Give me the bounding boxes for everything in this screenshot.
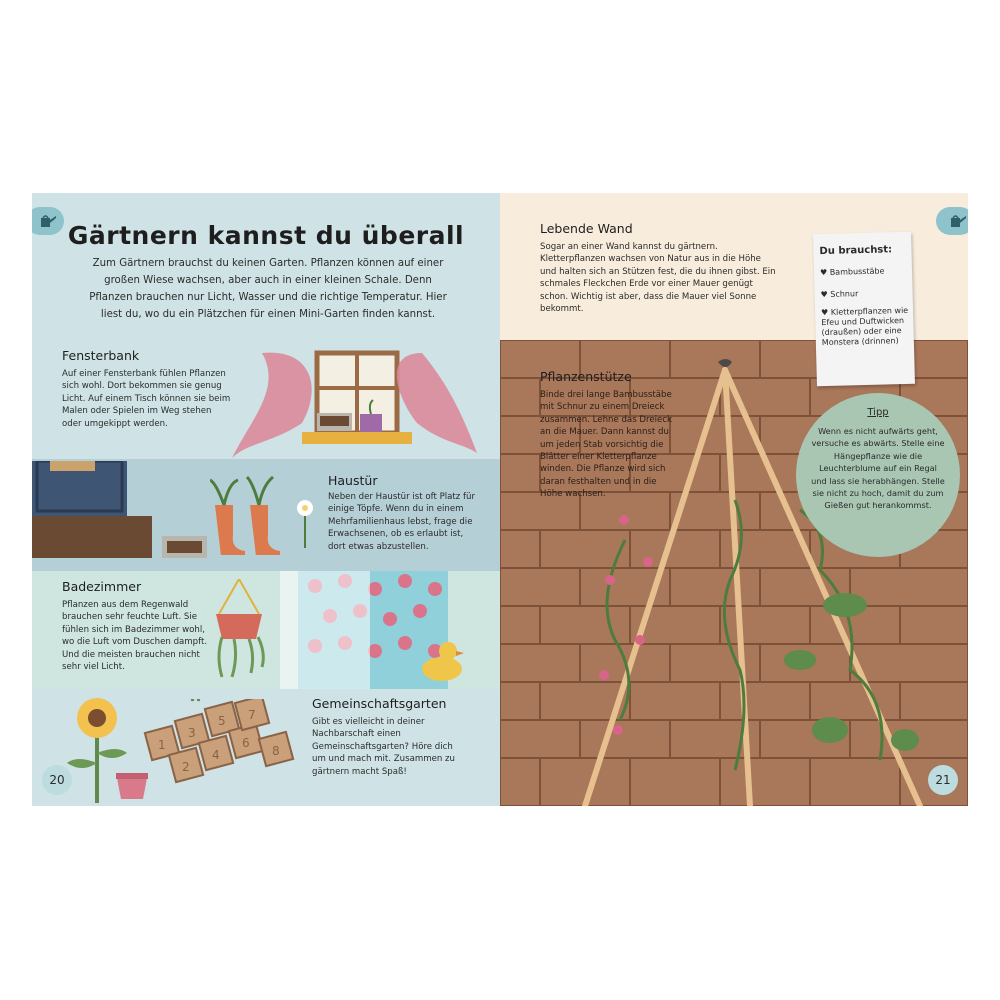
hopscotch-illustration (138, 699, 308, 799)
left-page (32, 193, 500, 806)
note-heading: Du brauchst: (819, 244, 893, 258)
note-item-text: Kletterpflanzen wie Efeu und Duftwicken (draußen) oder eine Monstera (drinnen) (821, 305, 909, 348)
heading-lebende-wand: Lebende Wand (540, 221, 633, 236)
heading-pflanzenstuetze: Pflanzenstütze (540, 369, 632, 384)
text-haustuer: Neben der Haustür ist oft Platz für einige Töpfe. Wenn du in einem Mehrfamilienhaus lebst, frage die Erwachsenen, ob es erlaubt ist, dort etwas abzustellen. (328, 492, 476, 552)
book-spread (32, 193, 968, 806)
hopscotch-number: 6 (242, 736, 250, 750)
watering-can-icon (936, 207, 968, 235)
text-pflanzenstuetze: Binde drei lange Bambusstäbe mit Schnur zu einem Dreieck zusammen. Lehne das Dreieck an die Mauer. Dann kannst du um jeden Stab vorsichtig die Blätter einer Kletterpflanze winden. Die Pflanze wird sich daran festhalten und in die Höhe wachsen. (540, 390, 673, 500)
window-illustration (232, 348, 492, 458)
tipp-box (796, 393, 960, 557)
heading-haustuer: Haustür (328, 473, 378, 488)
text-gemeinschaftsgarten: Gibt es vielleicht in deiner Nachbarschaft einen Gemeinschaftsgarten? Höre dich um und mach mit. Zusammen zu gärtnern macht Spaß! (312, 717, 456, 777)
materials-note (813, 232, 915, 387)
flower-icon (290, 498, 320, 548)
hopscotch-number: 8 (272, 744, 280, 758)
shower-curtain-illustration (280, 571, 500, 689)
text-lebende-wand: Sogar an einer Wand kannst du gärtnern. Kletterpflanzen wachsen von Natur aus in die Höhe und halten sich an Stützen fest, die du ihnen gibst. Ein schmales Fleckchen Erde vor einer Mauer genügt schon. Wichtig ist aber, dass die Mauer viel Sonne bekommt. (540, 242, 776, 315)
tipp-heading: Tipp (867, 407, 889, 418)
hanging-plant-illustration (204, 579, 274, 679)
right-page (500, 193, 968, 806)
heading-fensterbank: Fensterbank (62, 348, 140, 363)
hopscotch-number: 1 (158, 738, 166, 752)
note-item: ♥ Bambusstäbe (819, 266, 885, 278)
page-title: Gärtnern kannst du überall (67, 221, 465, 250)
intro-text: Zum Gärtnern brauchst du keinen Garten. Pflanzen können auf einer großen Wiese wachsen, aber auch in einer kleinen Schale. Denn Pflanzen brauchen nur Licht, Wasser und die richtige Temperatur. Hier liest du, wo du ein Plätzchen für einen Mini-Garten finden kannst. (89, 258, 447, 320)
hopscotch-number: 3 (188, 726, 196, 740)
text-fensterbank: Auf einer Fensterbank fühlen Pflanzen sich wohl. Dort bekommen sie genug Licht. Auf einem Tisch können sie beim Malen oder Spielen im Weg stehen oder umgekippt werden. (62, 369, 231, 429)
door-illustration (32, 461, 222, 569)
hopscotch-number: 4 (212, 748, 220, 762)
note-item-text: Schnur (830, 289, 859, 299)
note-item: ♥ Kletterpflanzen wie Efeu und Duftwicken (draußen) oder eine Monstera (drinnen) (820, 305, 909, 348)
hopscotch-number: 7 (248, 708, 256, 722)
note-item: ♥ Schnur (820, 289, 859, 300)
heading-gemeinschaftsgarten: Gemeinschaftsgarten (312, 696, 447, 711)
text-badezimmer: Pflanzen aus dem Regenwald brauchen sehr feuchte Luft. Sie fühlen sich im Badezimmer wohl, wo die Luft vom Duschen dampft. Und die meisten brauchen nicht sehr viel Licht. (62, 600, 208, 673)
boot-pots-illustration (210, 465, 300, 555)
hopscotch-number: 5 (218, 714, 226, 728)
hopscotch-number: 2 (182, 760, 190, 774)
heading-badezimmer: Badezimmer (62, 579, 142, 594)
page-number-right: 21 (928, 765, 958, 795)
tipp-text: Wenn es nicht aufwärts geht, versuche es abwärts. Stelle eine Hängepflanze wie die Leuchterblume auf ein Regal und lass sie herabhängen. Stelle sie nicht zu hoch, damit du zum Gießen gut herankommst. (811, 426, 945, 511)
page-number-left: 20 (42, 765, 72, 795)
note-item-text: Bambusstäbe (829, 266, 885, 277)
